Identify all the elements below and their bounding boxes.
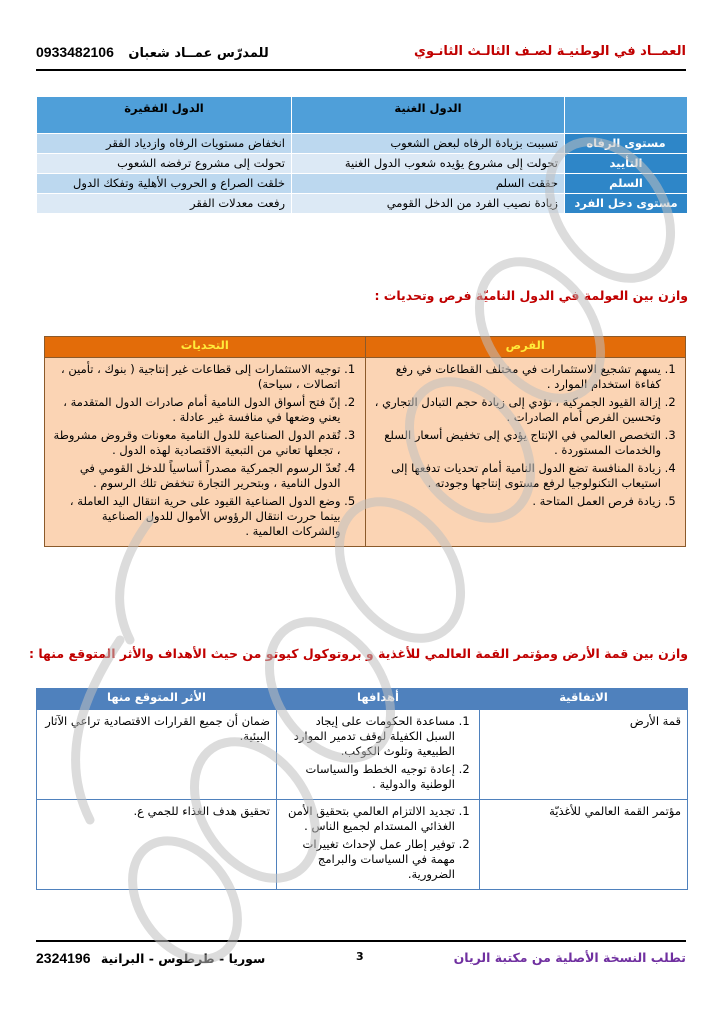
list-item: 2. إنّ فتح أسواق الدول النامية أمام صادرات الدول المتقدمة ، يعني وضعها في منافسة غير عادلة . <box>51 395 341 425</box>
list-item: 5. وضع الدول الصناعية القيود على حرية انتقال اليد العاملة ، بينما حررت انتقال الرؤوس الأموال للدول الصناعية والشركات العالمية . <box>51 494 341 539</box>
effect-cell: تحقيق هدف الغذاء للجمي ع. <box>37 800 277 890</box>
rich-cell: تحولت إلى مشروع يؤيده شعوب الدول الغنية <box>292 154 565 174</box>
effect-cell: ضمان أن جميع القرارات الاقتصادية تراعي الآثار البيئية. <box>37 710 277 800</box>
teacher-phone: 0933482106 <box>36 44 114 60</box>
table-header-opportunities: الفرص <box>365 337 686 358</box>
list-item: 1. مساعدة الحكومات على إيجاد السبل الكفيلة لوقف تدمير الموارد الطبيعية وتلوث الكوكب. <box>283 714 455 759</box>
teacher-name: للمدرّس عمــاد شعبان <box>128 46 269 61</box>
row-label: مستوى الرفاه <box>565 134 688 154</box>
goals-cell <box>277 800 480 890</box>
teacher-info <box>36 44 269 61</box>
poor-cell: رفعت معدلات الفقر <box>37 194 292 214</box>
opportunities-cell <box>365 358 686 547</box>
page-footer <box>36 950 686 970</box>
rich-cell: تسببت بزيادة الرفاه لبعض الشعوب <box>292 134 565 154</box>
goals-cell <box>277 710 480 800</box>
table-header-row <box>37 97 688 134</box>
footer-divider <box>36 940 686 942</box>
list-item: 3. التخصص العالمي في الإنتاج يؤدي إلى تخفيض أسعار السلع والخدمات المستوردة . <box>372 428 662 458</box>
goals-list <box>283 804 473 882</box>
challenges-list <box>51 362 359 539</box>
list-item: 5. زيادة فرص العمل المتاحة . <box>372 494 662 509</box>
question-summits: وازن بين قمة الأرض ومؤتمر القمة العالمي للأغذية و بروتوكول كيوتو من حيث الأهداف والأثر المتوقع منها : <box>29 646 688 661</box>
opportunities-list <box>372 362 680 509</box>
table-row <box>37 134 688 154</box>
table-header-effect: الأثر المتوقع منها <box>37 689 277 710</box>
rich-poor-table <box>36 96 688 214</box>
agreements-table <box>36 688 688 890</box>
list-item: 3. تُقدم الدول الصناعية للدول النامية معونات وقروض مشروطة ، تجعلها تعاني من التبعية الاقتصادية لهذه الدول . <box>51 428 341 458</box>
row-label: التأييد <box>565 154 688 174</box>
list-item: 1. توجيه الاستثمارات إلى قطاعات غير إنتاجية ( بنوك ، تأمين ، اتصالات ، سياحة) <box>51 362 341 392</box>
list-item: 4. زيادة المنافسة تضع الدول النامية أمام تحديات تدفعها إلى استيعاب التكنولوجيا لرفع مستوى إنتاجها وجودته . <box>372 461 662 491</box>
question-globalization: وازن بين العولمة في الدول الناميّة فرص وتحديات : <box>374 288 688 303</box>
table-row <box>37 710 688 800</box>
poor-cell: خلقت الصراع و الحروب الأهلية وتفكك الدول <box>37 174 292 194</box>
table-header-row <box>37 689 688 710</box>
table-row <box>37 194 688 214</box>
library-address <box>36 950 265 966</box>
book-title: العمــاد في الوطنيـة لصـف الثالـث الثانـوي <box>414 44 686 59</box>
table-row <box>45 358 686 547</box>
row-label: السلم <box>565 174 688 194</box>
page-number: 3 <box>356 950 364 963</box>
table-header-rich: الدول الغنية <box>292 97 565 134</box>
list-item: 1. تجديد الالتزام العالمي بتحقيق الأمن الغذائي المستدام لجميع الناس . <box>283 804 455 834</box>
library-note: تطلب النسخة الأصلية من مكتبة الريان <box>453 950 686 965</box>
library-phone: 2324196 <box>36 950 91 966</box>
poor-cell: تحولت إلى مشروع ترفضه الشعوب <box>37 154 292 174</box>
list-item: 4. تُعدّ الرسوم الجمركية مصدراً أساسياً للدخل القومي في الدول النامية ، وبتحرير التجارة تنخفض تلك الرسوم . <box>51 461 341 491</box>
page-header <box>36 44 686 66</box>
agreement-name: قمة الأرض <box>480 710 688 800</box>
row-label: مستوى دخل الفرد <box>565 194 688 214</box>
goals-list <box>283 714 473 792</box>
header-divider <box>36 69 686 71</box>
rich-cell: زيادة نصيب الفرد من الدخل القومي <box>292 194 565 214</box>
rich-cell: حققت السلم <box>292 174 565 194</box>
table-header-goals: أهدافها <box>277 689 480 710</box>
table-row <box>37 174 688 194</box>
table-header-row <box>45 337 686 358</box>
list-item: 1. يسهم تشجيع الاستثمارات في مختلف القطاعات في رفع كفاءة استخدام الموارد . <box>372 362 662 392</box>
list-item: 2. توفير إطار عمل لإحداث تغييرات مهمة في السياسات والبرامج الضرورية. <box>283 837 455 882</box>
address-text: سوريا - طرطوس - البرانية <box>100 951 266 966</box>
table-header-empty <box>565 97 688 134</box>
table-row <box>37 800 688 890</box>
table-header-poor: الدول الفقيرة <box>37 97 292 134</box>
table-header-challenges: التحديات <box>45 337 366 358</box>
agreement-name: مؤتمر القمة العالمي للأغذيّة <box>480 800 688 890</box>
table-row <box>37 154 688 174</box>
challenges-cell <box>45 358 366 547</box>
opportunities-challenges-table <box>44 336 686 547</box>
table-header-agreement: الاتفاقية <box>480 689 688 710</box>
list-item: 2. إعادة توجيه الخطط والسياسات الوطنية والدولية . <box>283 762 455 792</box>
poor-cell: انخفاض مستويات الرفاه وازدياد الفقر <box>37 134 292 154</box>
list-item: 2. إزالة القيود الجمركية ، تؤدي إلى زيادة حجم التبادل التجاري ، وتحسين الفرص أمام الصادرات . <box>372 395 662 425</box>
